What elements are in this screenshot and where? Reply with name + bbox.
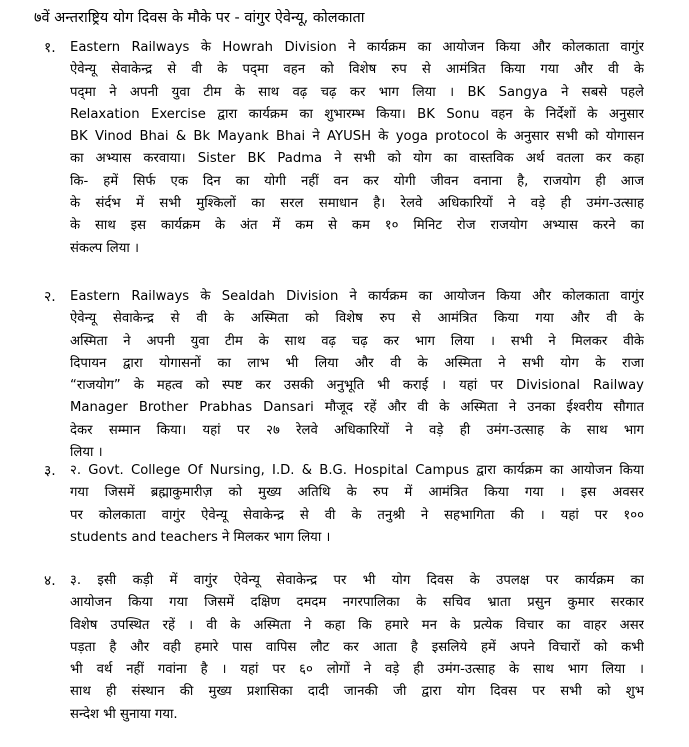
text-line: Eastern Railways के Sealdah Division ने कार्यक्रम का आयोजन किया और कोलकाता वागुंर [70,289,644,304]
text-line: Eastern Railways के Howrah Division ने कार्यक्रम का आयोजन किया और कोलकाता वागुंर [70,40,644,55]
text-line: Manager Brother Prabhas Dansari मौजूद रहें और वी के अस्मिता ने उनका ईश्वरीय सौगात [70,400,644,416]
text-line: BK Vinod Bhai & Bk Mayank Bhai ने AYUSH के yoga protocol के अनुसार सभी को योगासन [70,129,644,145]
text-line: देकर सम्मान किया। यहां पर २७ रेलवे अधिकारियों ने वड़े ही उमंग-उत्साह के साथ भाग [70,422,644,438]
item-number: ४. [44,573,56,589]
text-line: students and teachers ने मिलकर भाग लिया । [70,529,331,545]
text-line: अस्मिता ने अपनी युवा टीम के साथ वढ़ चढ़ कर भाग लिया । सभी ने मिलकर वीके [70,333,644,349]
text-line: ३. इसी कड़ी में वागुंर ऐवेन्यू सेवाकेन्द्र पर भी योग दिवस के उपलक्ष पर कार्यक्रम का [70,573,644,588]
document-title: ७वें अन्तराष्ट्रिय योग दिवस के मौके पर - वांगुर ऐवेन्यू, कोलकाता [34,10,365,26]
text-line: २. Govt. College Of Nursing, I.D. & B.G. Hospital Campus द्वारा कार्यक्रम का आयोजन किया [70,463,644,478]
item-body [70,286,644,464]
text-line: का अभ्यास करवाया। Sister BK Padma ने सभी को योग का वास्तविक अर्थ वतला कर कहा [70,151,644,167]
text-line: पर कोलकाता वागुंर ऐवेन्यू सेवाकेन्द्र से वी के तनुश्री ने सहभागिता की । यहां पर १०० [70,507,644,523]
text-line: के साथ इस कार्यक्रम के अंत में कम से कम १० मिनिट रोज राजयोग अभ्यास करने का [70,218,644,234]
text-line: सन्देश भी सुनाया गया. [70,706,178,722]
text-line: के संर्दभ में सभी मुश्किलों का सरल समाधान है। रेलवे अधिकारियों ने वड़े ही उमंग-उत्साह [70,196,644,212]
text-line: विशेष उपस्थित रहें । वी के अस्मिता ने कहा कि हमारे मन के प्रत्येक विचार का वाहर असर [70,617,644,633]
text-line: संकल्प लिया । [70,240,139,256]
text-line: भी वर्थ नहीं गवांना है । यहां पर ६० लोगों ने वड़े ही उमंग-उत्साह के साथ भाग लिया । [70,662,644,678]
item-number: २. [44,289,56,305]
text-line: पड़ता है और वही हमारे पास वापिस लौट कर आता है इसलिये हमें अपने विचारों को कभी [70,639,644,655]
text-line: “राजयोग” के महत्व को स्पष्ट कर उसकी अनुभूति भी कराई । यहां पर Divisional Railway [70,378,644,394]
text-line: ऐवेन्यू सेवाकेन्द्र से वी के अस्मिता को विशेष रुप से आमंत्रित किया गया और वी के [70,311,644,327]
text-line: ऐवेन्यू सेवाकेन्द्र से वी के पद्‌मा वहन को विशेष रुप से आमंत्रित किया गया और वी के [70,62,644,78]
text-line: दिपायन द्वारा योगासनों का लाभ भी लिया और वी के अस्मिता ने सभी योग के राजा [70,355,644,371]
text-line: आयोजन किया गया जिसमें दक्षिण दमदम नगरपालिका के सचिव भ्राता प्रसुन कुमार सरकार [70,595,644,611]
text-line: गया जिसमें ब्रह्माकुमारीज़ को मुख्य अतिथि के रुप में आमंत्रित किया गया । इस अवसर [70,485,644,501]
item-body [70,570,644,726]
text-line: पद्‌मा ने अपनी युवा टीम के साथ वढ़ चढ़ कर भाग लिया । BK Sangya ने सबसे पहले [70,84,644,100]
text-line: लिया । [70,445,103,461]
item-body [70,37,644,260]
item-number: ३. [44,463,56,479]
text-line: साथ ही संस्थान की मुख्य प्रशासिका दादी जानकी जी द्वारा योग दिवस पर सभी को शुभ [70,684,644,700]
text-line: कि- हमें सिर्फ एक दिन का योगी नहीं वन कर योगी जीवन वनाना है, राजयोग ही आज [70,173,644,189]
item-body [70,460,644,549]
item-number: १. [44,40,56,56]
text-line: Relaxation Exercise द्वारा कार्यक्रम का शुभारम्भ किया। BK Sonu वहन के निर्देशों के अनुसार [70,106,644,122]
